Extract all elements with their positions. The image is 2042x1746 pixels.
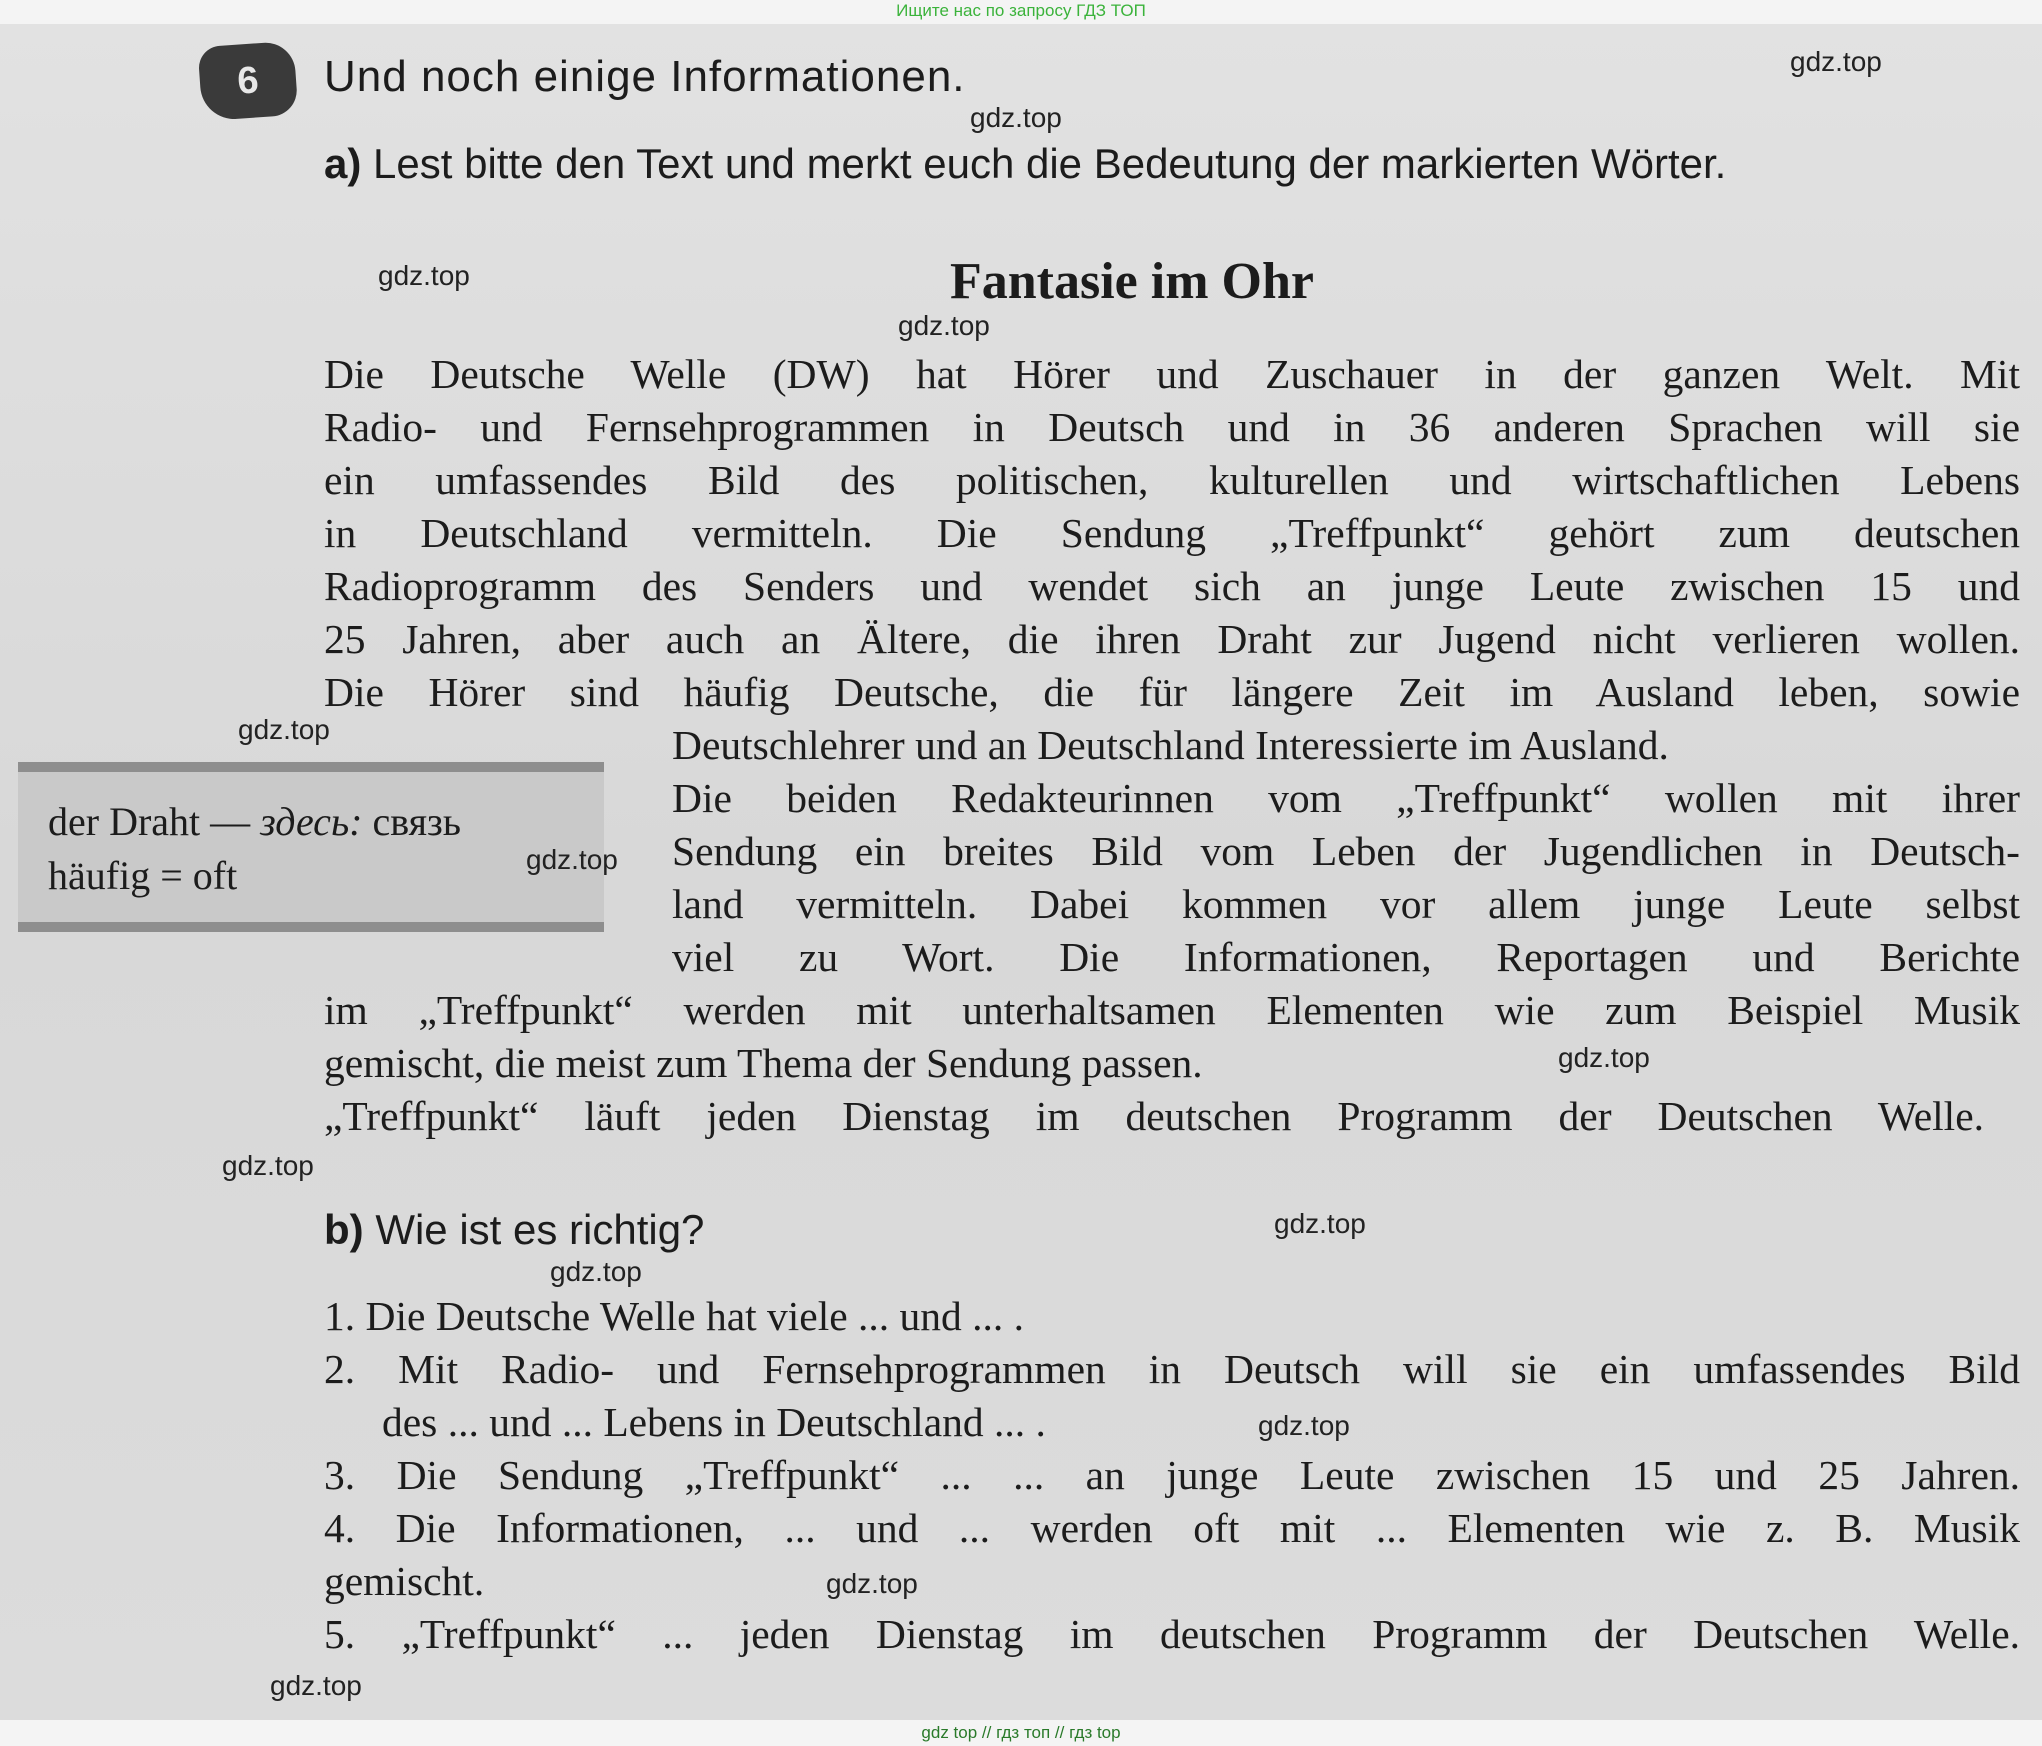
exercise-heading: Und noch einige Informationen. <box>324 52 966 101</box>
watermark: gdz.top <box>222 1150 314 1181</box>
list-item: des ... und ... Lebens in Deutschland ... . <box>382 1399 1046 1445</box>
watermark: gdz.top <box>826 1568 918 1599</box>
bottom-bar[interactable]: gdz top // гдз топ // гдз top <box>0 1720 2042 1746</box>
paragraph-line: Sendung ein breites Bild vom Leben der Jugendlichen in Deutsch- <box>672 828 2020 874</box>
paragraph-line: Die beiden Redakteurinnen vom „Treffpunkt“ wollen mit ihrer <box>672 775 2020 821</box>
watermark: gdz.top <box>1258 1410 1350 1441</box>
exercise-number-badge: 6 <box>198 41 299 122</box>
watermark: gdz.top <box>526 844 618 875</box>
paragraph-line: gemischt, die meist zum Thema der Sendung passen. <box>324 1040 1203 1086</box>
paragraph-line: „Treffpunkt“ läuft jeden Dienstag im deutschen Programm der Deutschen Welle. <box>324 1093 1984 1139</box>
paragraph-line: Deutschlehrer und an Deutschland Interessierte im Ausland. <box>672 722 1669 768</box>
text-title: Fantasie im Ohr <box>950 253 1314 310</box>
paragraph-line: im „Treffpunkt“ werden mit unterhaltsamen Elementen wie zum Beispiel Musik <box>324 987 2020 1033</box>
paragraph-line: Radio- und Fernsehprogrammen in Deutsch und in 36 anderen Sprachen will sie <box>324 404 2020 450</box>
watermark: gdz.top <box>1790 46 1882 77</box>
watermark: gdz.top <box>970 102 1062 133</box>
paragraph-line: Die Deutsche Welle (DW) hat Hörer und Zuschauer in der ganzen Welt. Mit <box>324 351 2020 397</box>
list-item: 5. „Treffpunkt“ ... jeden Dienstag im deutschen Programm der Deutschen Welle. <box>324 1611 2020 1657</box>
task-b-text: Wie ist es richtig? <box>375 1206 705 1253</box>
paragraph-line: Die Hörer sind häufig Deutsche, die für längere Zeit im Ausland leben, sowie <box>324 669 2020 715</box>
watermark: gdz.top <box>378 260 470 291</box>
task-a-text: Lest bitte den Text und merkt euch die Bedeutung der markierten Wörter. <box>373 140 1727 187</box>
list-item: 4. Die Informationen, ... und ... werden oft mit ... Elementen wie z. B. Musik <box>324 1505 2020 1551</box>
task-b <box>324 1206 704 1254</box>
list-item: 2. Mit Radio- und Fernsehprogrammen in Deutsch will sie ein umfassendes Bild <box>324 1346 2020 1392</box>
task-b-label: b) <box>324 1206 364 1253</box>
vocabulary-note <box>18 762 604 932</box>
paragraph-line: 25 Jahren, aber auch an Ältere, die ihren Draht zur Jugend nicht verlieren wollen. <box>324 616 2020 662</box>
paragraph-line: Radioprogramm des Senders und wendet sich an junge Leute zwischen 15 und <box>324 563 2020 609</box>
watermark: gdz.top <box>550 1256 642 1287</box>
watermark: gdz.top <box>1274 1208 1366 1239</box>
paragraph-line: ein umfassendes Bild des politischen, kulturellen und wirtschaftlichen Lebens <box>324 457 2020 503</box>
note-line-haeufig: häufig = oft <box>48 853 238 898</box>
list-item: 3. Die Sendung „Treffpunkt“ ... ... an junge Leute zwischen 15 und 25 Jahren. <box>324 1452 2020 1498</box>
watermark: gdz.top <box>1558 1042 1650 1073</box>
paragraph-line: viel zu Wort. Die Informationen, Reportagen und Berichte <box>672 934 2020 980</box>
watermark: gdz.top <box>238 714 330 745</box>
note-line-draht: der Draht — здесь: связь <box>48 799 462 844</box>
top-banner[interactable]: Ищите нас по запросу ГДЗ ТОП <box>0 0 2042 24</box>
watermark: gdz.top <box>898 310 990 341</box>
task-a <box>324 140 1726 188</box>
watermark: gdz.top <box>270 1670 362 1701</box>
paragraph-line: in Deutschland vermitteln. Die Sendung „Treffpunkt“ gehört zum deutschen <box>324 510 2020 556</box>
task-a-label: a) <box>324 140 362 187</box>
paragraph-line: land vermitteln. Dabei kommen vor allem junge Leute selbst <box>672 881 2020 927</box>
list-item: 1. Die Deutsche Welle hat viele ... und ... . <box>324 1293 1025 1339</box>
list-item: gemischt. <box>324 1558 485 1604</box>
